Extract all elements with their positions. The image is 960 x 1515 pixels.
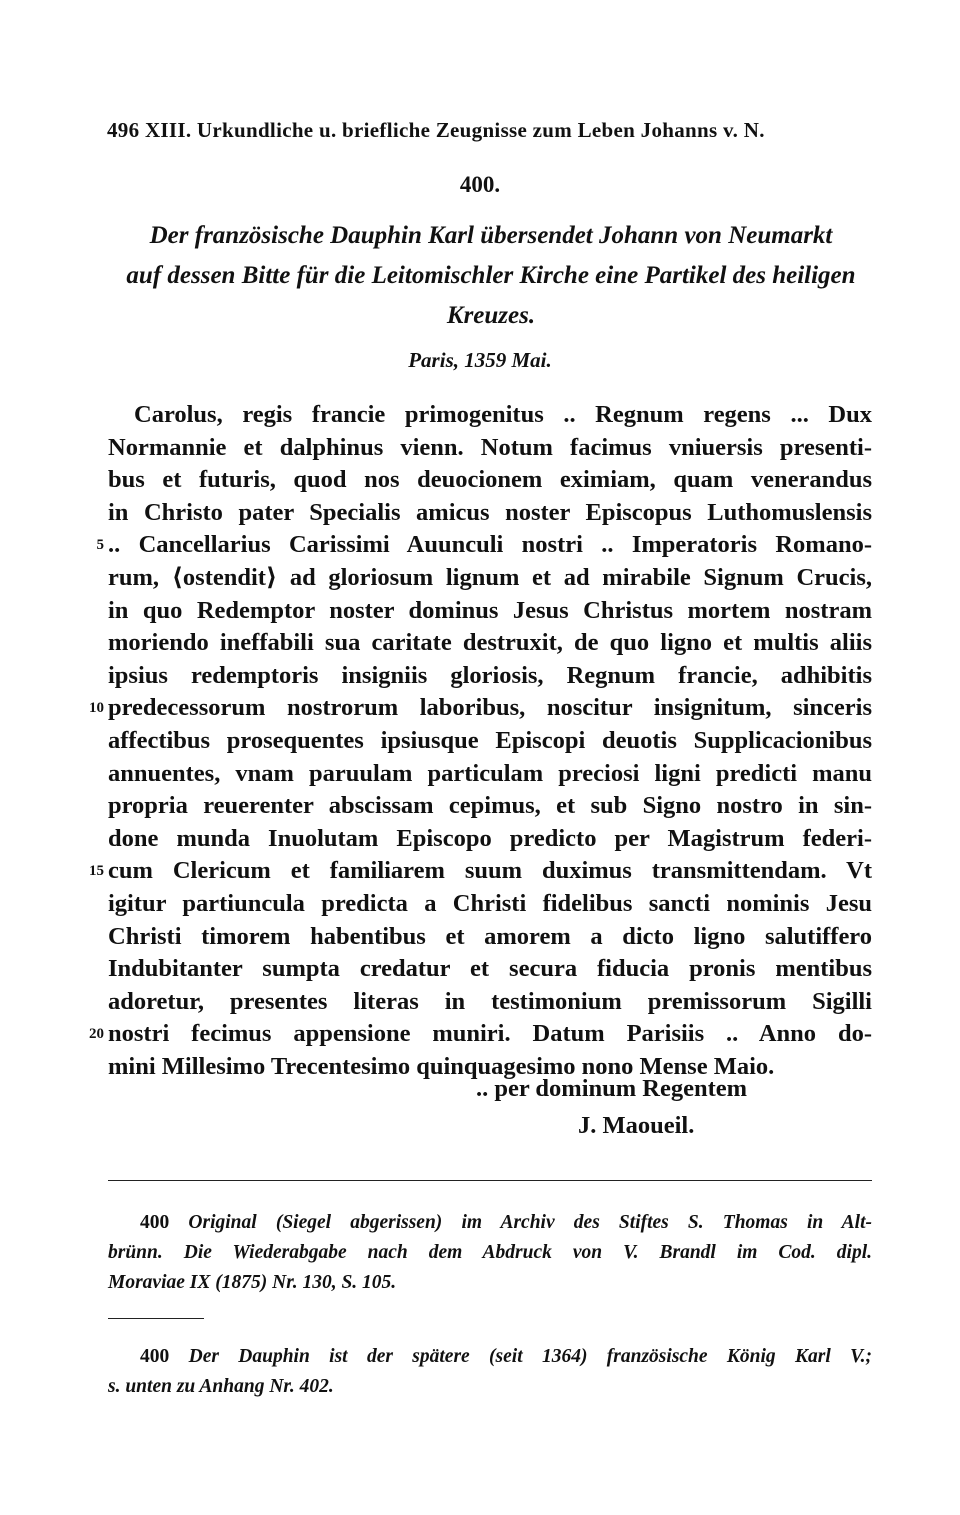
running-head: 496 XIII. Urkundliche u. briefliche Zeugnisse zum Leben Johanns v. N. (107, 118, 765, 142)
document-title (108, 216, 874, 336)
note-ref: 400 (140, 1212, 170, 1233)
footnote-divider (108, 1180, 872, 1181)
apparatus-line: 400 Original (Siegel abgerissen) im Archiv des Stiftes S. Thomas in Alt- (140, 1212, 872, 1233)
title-line: Kreuzes. (446, 302, 536, 329)
body-line: igitur partiuncula predicta a Christi fidelibus sancti nominis Jesu (108, 889, 872, 917)
title-line: auf dessen Bitte für die Leitomischler Kirche eine Partikel des heiligen (126, 262, 856, 289)
body-line: mini Millesimo Trecentesimo quinquagesimo nono Mense Maio. (108, 1052, 775, 1080)
body-line: Indubitanter sumpta credatur et secura fiducia pronis mentibus (108, 955, 872, 983)
body-line: Christi timorem habentibus et amorem a dicto ligno salutiffero (108, 922, 872, 950)
body-line: in Christo pater Specialis amicus noster Episcopus Luthomuslensis (108, 498, 872, 526)
document-date: Paris, 1359 Mai. (408, 348, 552, 372)
title-line: Der französische Dauphin Karl übersendet Johann von Neumarkt (149, 222, 833, 249)
body-line: moriendo ineffabili sua caritate destruxit, de quo ligno et multis aliis (108, 629, 872, 657)
body-line: rum, ⟨ostendit⟩ ad gloriosum lignum et ad mirabile Signum Crucis, (108, 563, 872, 591)
commentary-note (108, 1342, 872, 1402)
body-line: Normannie et dalphinus vienn. Notum facimus vniuersis presenti- (108, 433, 872, 461)
apparatus-line: brünn. Die Wiederabgabe nach dem Abdruck von V. Brandl im Cod. dipl. (108, 1242, 872, 1263)
commentary-line: s. unten zu Anhang Nr. 402. (108, 1376, 334, 1397)
line-number: 15 (89, 863, 104, 880)
body-line: annuentes, vnam paruulam particulam preciosi ligni predicti manu (108, 759, 872, 787)
line-number: 20 (89, 1026, 104, 1043)
body-line: nostri fecimus appensione muniri. Datum Parisiis .. Anno do- (108, 1020, 872, 1048)
body-line: Carolus, regis francie primogenitus .. Regnum regens ... Dux (134, 401, 872, 428)
body-line: ipsius redemptoris insigniis gloriosis, Regnum francie, adhibitis (108, 661, 872, 689)
apparatus-line: Moraviae IX (1875) Nr. 130, S. 105. (108, 1272, 397, 1293)
line-number: 5 (96, 537, 104, 554)
commentary-line: 400 Der Dauphin ist der spätere (seit 1364) französische König Karl V.; (140, 1346, 872, 1367)
body-line: in quo Redemptor noster dominus Jesus Christus mortem nostram (108, 596, 872, 624)
signature-regent: .. per dominum Regentem (476, 1075, 748, 1102)
line-number: 10 (89, 700, 104, 717)
body-line: affectibus prosequentes ipsiusque Episcopi deuotis Supplicacionibus (108, 726, 872, 754)
body-line: bus et futuris, quod nos deuocionem eximiam, quam venerandus (108, 466, 872, 494)
commentary-divider (108, 1318, 204, 1319)
document-body (108, 399, 872, 1083)
signature-name: J. Maoueil. (578, 1112, 695, 1139)
body-line: adoretur, presentes literas in testimonium premissorum Sigilli (108, 987, 872, 1015)
document-number: 400. (459, 172, 501, 197)
apparatus-note (108, 1208, 872, 1298)
body-line: cum Clericum et familiarem suum duximus transmittendam. Vt (108, 857, 872, 885)
body-line: predecessorum nostrorum laboribus, noscitur insignitum, sinceris (108, 694, 872, 722)
note-ref: 400 (140, 1346, 170, 1367)
body-line: propria reuerenter abscissam cepimus, et sub Signo nostro in sin- (108, 792, 872, 820)
body-line: .. Cancellarius Carissimi Auunculi nostri .. Imperatoris Romano- (108, 531, 872, 559)
body-line: done munda Inuolutam Episcopo predicto per Magistrum federi- (108, 824, 872, 852)
